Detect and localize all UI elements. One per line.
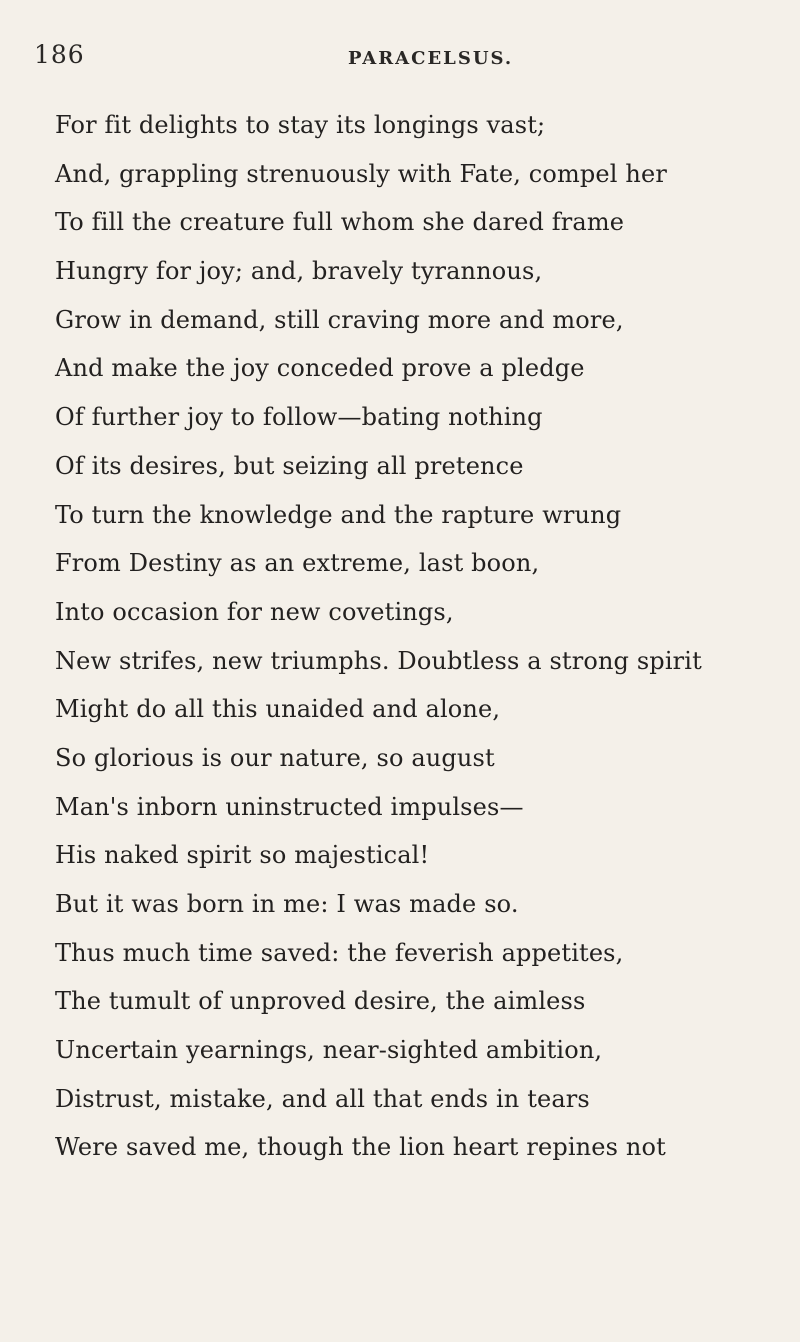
poem-line: Uncertain yearnings, near-sighted ambition, [55,1036,603,1065]
poem-line: And make the joy conceded prove a pledge [55,354,585,383]
running-title: PARACELSUS. [348,48,514,69]
poem-line: Grow in demand, still craving more and more, [55,305,624,334]
page-header [0,40,800,80]
poem-line: Were saved me, though the lion heart repines not [55,1133,666,1162]
poem-line: The tumult of unproved desire, the aimless [55,987,586,1016]
poem-line: Of its desires, but seizing all pretence [55,451,524,480]
poem-line: Distrust, mistake, and all that ends in tears [55,1084,590,1113]
poem-line: Hungry for joy; and, bravely tyrannous, [55,257,543,286]
poem-line: But it was born in me: I was made so. [55,890,519,918]
poem-line: And, grappling strenuously with Fate, compel her [55,159,667,188]
poem-line: Into occasion for new covetings, [55,597,454,626]
poem-line: Of further joy to follow—bating nothing [55,403,543,432]
poem-line: Thus much time saved: the feverish appetites, [55,938,624,967]
poem-line: His naked spirit so majestical! [55,841,430,870]
poem-line: So glorious is our nature, so august [55,743,495,772]
poem-line: Man's inborn uninstructed impulses— [55,792,524,821]
page-number: 186 [34,40,85,69]
poem-line: Might do all this unaided and alone, [55,695,501,724]
poem-line: For fit delights to stay its longings vast; [55,111,546,139]
poem-line: From Destiny as an extreme, last boon, [55,549,540,578]
poem-line: New strifes, new triumphs. Doubtless a strong spirit [55,646,702,675]
poem-line: To fill the creature full whom she dared frame [55,208,625,237]
poem-line: To turn the knowledge and the rapture wrung [55,500,622,529]
poem-text [55,101,795,1172]
